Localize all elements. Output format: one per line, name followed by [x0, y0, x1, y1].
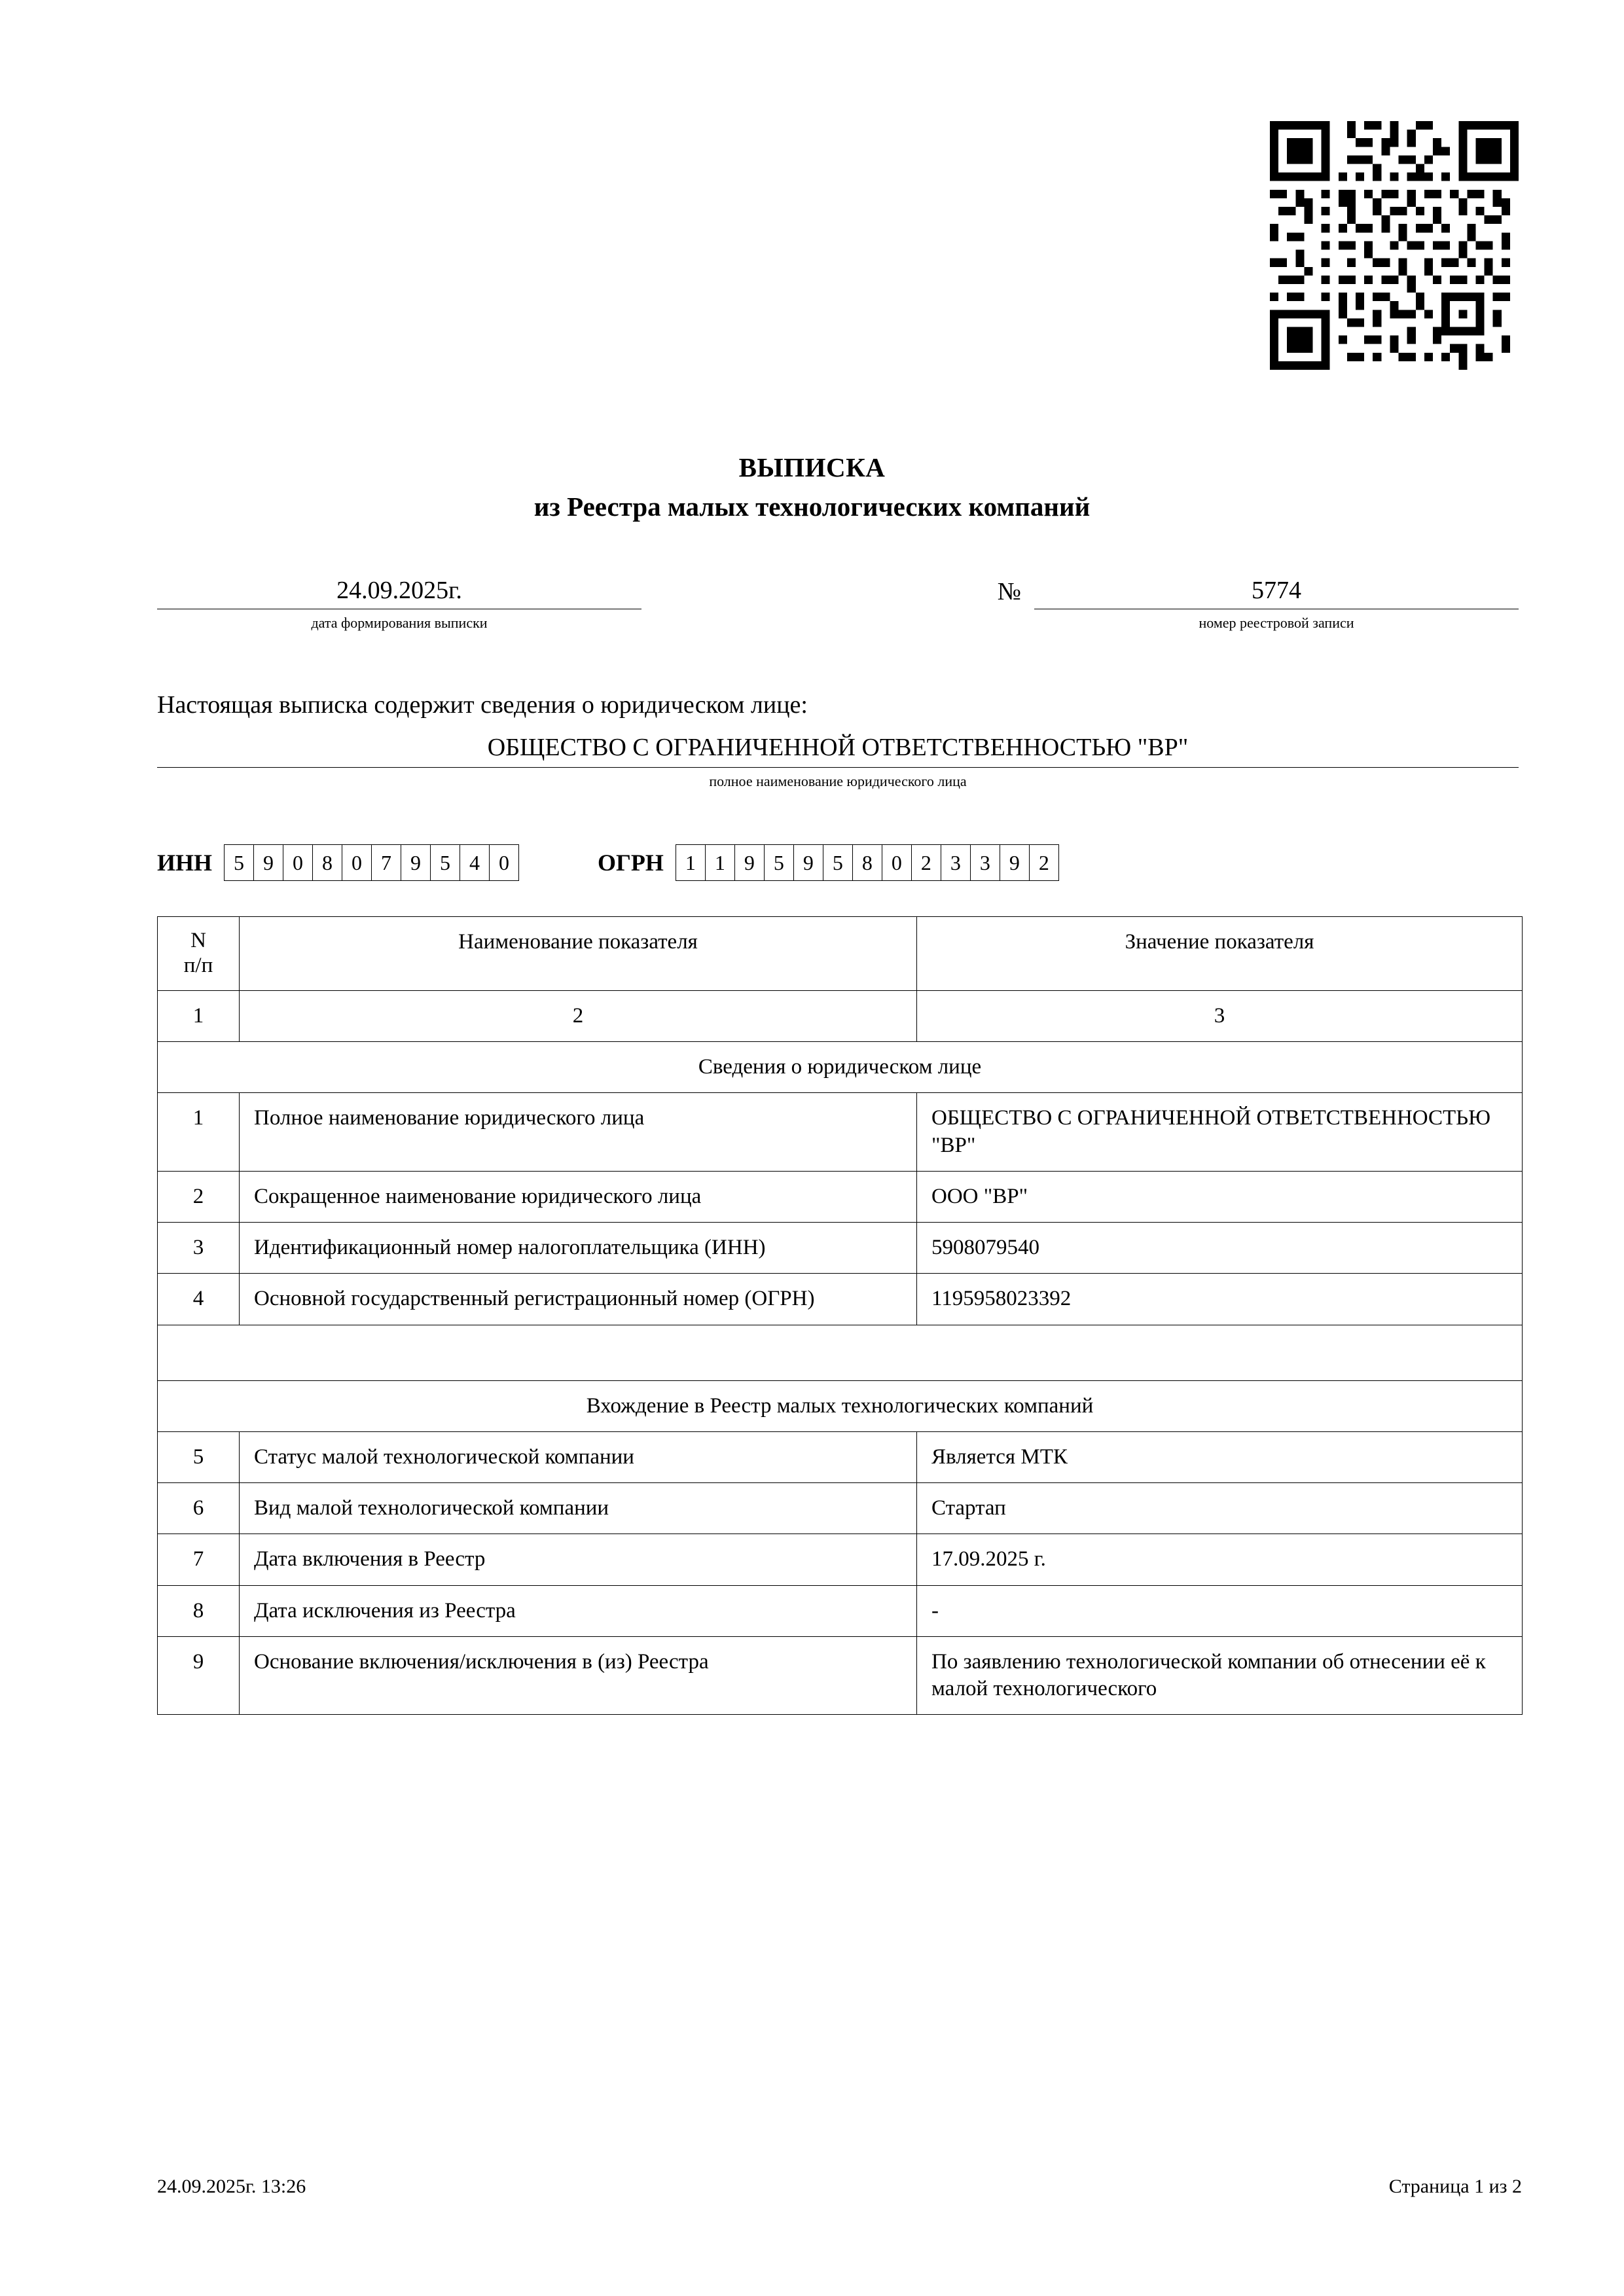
row-number: 9 [158, 1636, 240, 1715]
digit-cell: 9 [253, 844, 283, 881]
table-row [158, 1171, 1523, 1222]
page-footer [157, 2176, 1522, 2198]
codes-row [157, 844, 1519, 881]
inn-label: ИНН [157, 850, 213, 876]
row-indicator-name: Идентификационный номер налогоплательщика (ИНН) [240, 1223, 917, 1274]
footer-page-number: Страница 1 из 2 [1388, 2176, 1522, 2197]
row-indicator-name: Дата исключения из Реестра [240, 1585, 917, 1636]
inn-group [157, 844, 519, 881]
digit-cell: 0 [342, 844, 371, 881]
section-header-registry-entry-label: Вхождение в Реестр малых технологических компаний [158, 1380, 1523, 1431]
digit-cell: 3 [970, 844, 1000, 881]
digit-cell: 4 [460, 844, 489, 881]
column-number-1: 1 [158, 990, 240, 1041]
table-row [158, 1483, 1523, 1534]
row-indicator-name: Сокращенное наименование юридического лица [240, 1171, 917, 1222]
formation-date-value: 24.09.2025г. [157, 576, 641, 609]
digit-cell: 9 [401, 844, 430, 881]
row-indicator-value: Стартап [917, 1483, 1523, 1534]
table-column-numbers-row [158, 990, 1523, 1041]
section-header-registry-entry [158, 1380, 1523, 1431]
formation-date-field [157, 576, 641, 632]
header-cell-name: Наименование показателя [240, 917, 917, 991]
row-indicator-value: ОБЩЕСТВО С ОГРАНИЧЕННОЙ ОТВЕТСТВЕННОСТЬЮ "ВР" [917, 1093, 1523, 1172]
ogrn-digit-boxes [676, 844, 1059, 881]
table-spacer-cell [158, 1325, 1523, 1380]
row-indicator-name: Основной государственный регистрационный номер (ОГРН) [240, 1274, 917, 1325]
digit-cell: 9 [793, 844, 823, 881]
row-number: 5 [158, 1431, 240, 1482]
digit-cell: 0 [882, 844, 911, 881]
digit-cell: 8 [312, 844, 342, 881]
ogrn-group [598, 844, 1059, 881]
column-number-2: 2 [240, 990, 917, 1041]
row-number: 6 [158, 1483, 240, 1534]
registry-number-caption: номер реестровой записи [1199, 615, 1354, 631]
digit-cell: 0 [283, 844, 312, 881]
row-indicator-name: Вид малой технологической компании [240, 1483, 917, 1534]
document-title-block [0, 452, 1624, 522]
digit-cell: 9 [734, 844, 764, 881]
entity-full-name-caption: полное наименование юридического лица [709, 773, 967, 789]
row-indicator-value: 1195958023392 [917, 1274, 1523, 1325]
formation-date-caption: дата формирования выписки [311, 615, 488, 631]
row-number: 8 [158, 1585, 240, 1636]
digit-cell: 2 [911, 844, 941, 881]
registry-table [157, 916, 1523, 1715]
digit-cell: 2 [1029, 844, 1059, 881]
header-number-line2: п/п [183, 953, 213, 977]
row-indicator-name: Статус малой технологической компании [240, 1431, 917, 1482]
header-cell-number [158, 917, 240, 991]
page-subtitle: из Реестра малых технологических компаний [533, 492, 1091, 522]
qr-code-icon [1270, 121, 1519, 370]
table-row [158, 1093, 1523, 1172]
entity-name-field [157, 733, 1519, 790]
table-row [158, 1636, 1523, 1715]
entity-full-name-value: ОБЩЕСТВО С ОГРАНИЧЕННОЙ ОТВЕТСТВЕННОСТЬЮ "ВР" [157, 733, 1519, 768]
header-number-line1: N [190, 929, 206, 952]
row-number: 7 [158, 1534, 240, 1585]
table-row [158, 1274, 1523, 1325]
digit-cell: 5 [823, 844, 852, 881]
number-symbol: № [997, 578, 1021, 605]
row-indicator-value: ООО "ВР" [917, 1171, 1523, 1222]
digit-cell: 5 [430, 844, 460, 881]
table-header-row [158, 917, 1523, 991]
section-header-entity-info-label: Сведения о юридическом лице [158, 1042, 1523, 1093]
row-indicator-value: - [917, 1585, 1523, 1636]
digit-cell: 5 [764, 844, 793, 881]
row-number: 3 [158, 1223, 240, 1274]
digit-cell: 1 [676, 844, 705, 881]
footer-timestamp: 24.09.2025г. 13:26 [157, 2176, 306, 2197]
digit-cell: 3 [941, 844, 970, 881]
row-indicator-value: 17.09.2025 г. [917, 1534, 1523, 1585]
table-row [158, 1431, 1523, 1482]
table-spacer-row [158, 1325, 1523, 1380]
row-indicator-name: Полное наименование юридического лица [240, 1093, 917, 1172]
header-cell-value: Значение показателя [917, 917, 1523, 991]
digit-cell: 9 [1000, 844, 1029, 881]
row-number: 2 [158, 1171, 240, 1222]
row-indicator-value: Является МТК [917, 1431, 1523, 1482]
document-meta-row [157, 576, 1519, 655]
section-header-entity-info [158, 1042, 1523, 1093]
inn-digit-boxes [224, 844, 519, 881]
digit-cell: 7 [371, 844, 401, 881]
table-row [158, 1534, 1523, 1585]
row-number: 1 [158, 1093, 240, 1172]
row-indicator-name: Дата включения в Реестр [240, 1534, 917, 1585]
table-row [158, 1223, 1523, 1274]
registry-number-field [1034, 576, 1519, 632]
table-row [158, 1585, 1523, 1636]
digit-cell: 8 [852, 844, 882, 881]
row-number: 4 [158, 1274, 240, 1325]
digit-cell: 5 [224, 844, 253, 881]
registry-number-value: 5774 [1034, 576, 1519, 609]
row-indicator-value: По заявлению технологической компании об отнесении её к малой технологического [917, 1636, 1523, 1715]
row-indicator-value: 5908079540 [917, 1223, 1523, 1274]
ogrn-label: ОГРН [598, 850, 664, 876]
digit-cell: 1 [705, 844, 734, 881]
column-number-3: 3 [917, 990, 1523, 1041]
row-indicator-name: Основание включения/исключения в (из) Реестра [240, 1636, 917, 1715]
intro-text: Настоящая выписка содержит сведения о юридическом лице: [157, 691, 808, 719]
digit-cell: 0 [489, 844, 519, 881]
page-title: ВЫПИСКА [738, 452, 886, 482]
